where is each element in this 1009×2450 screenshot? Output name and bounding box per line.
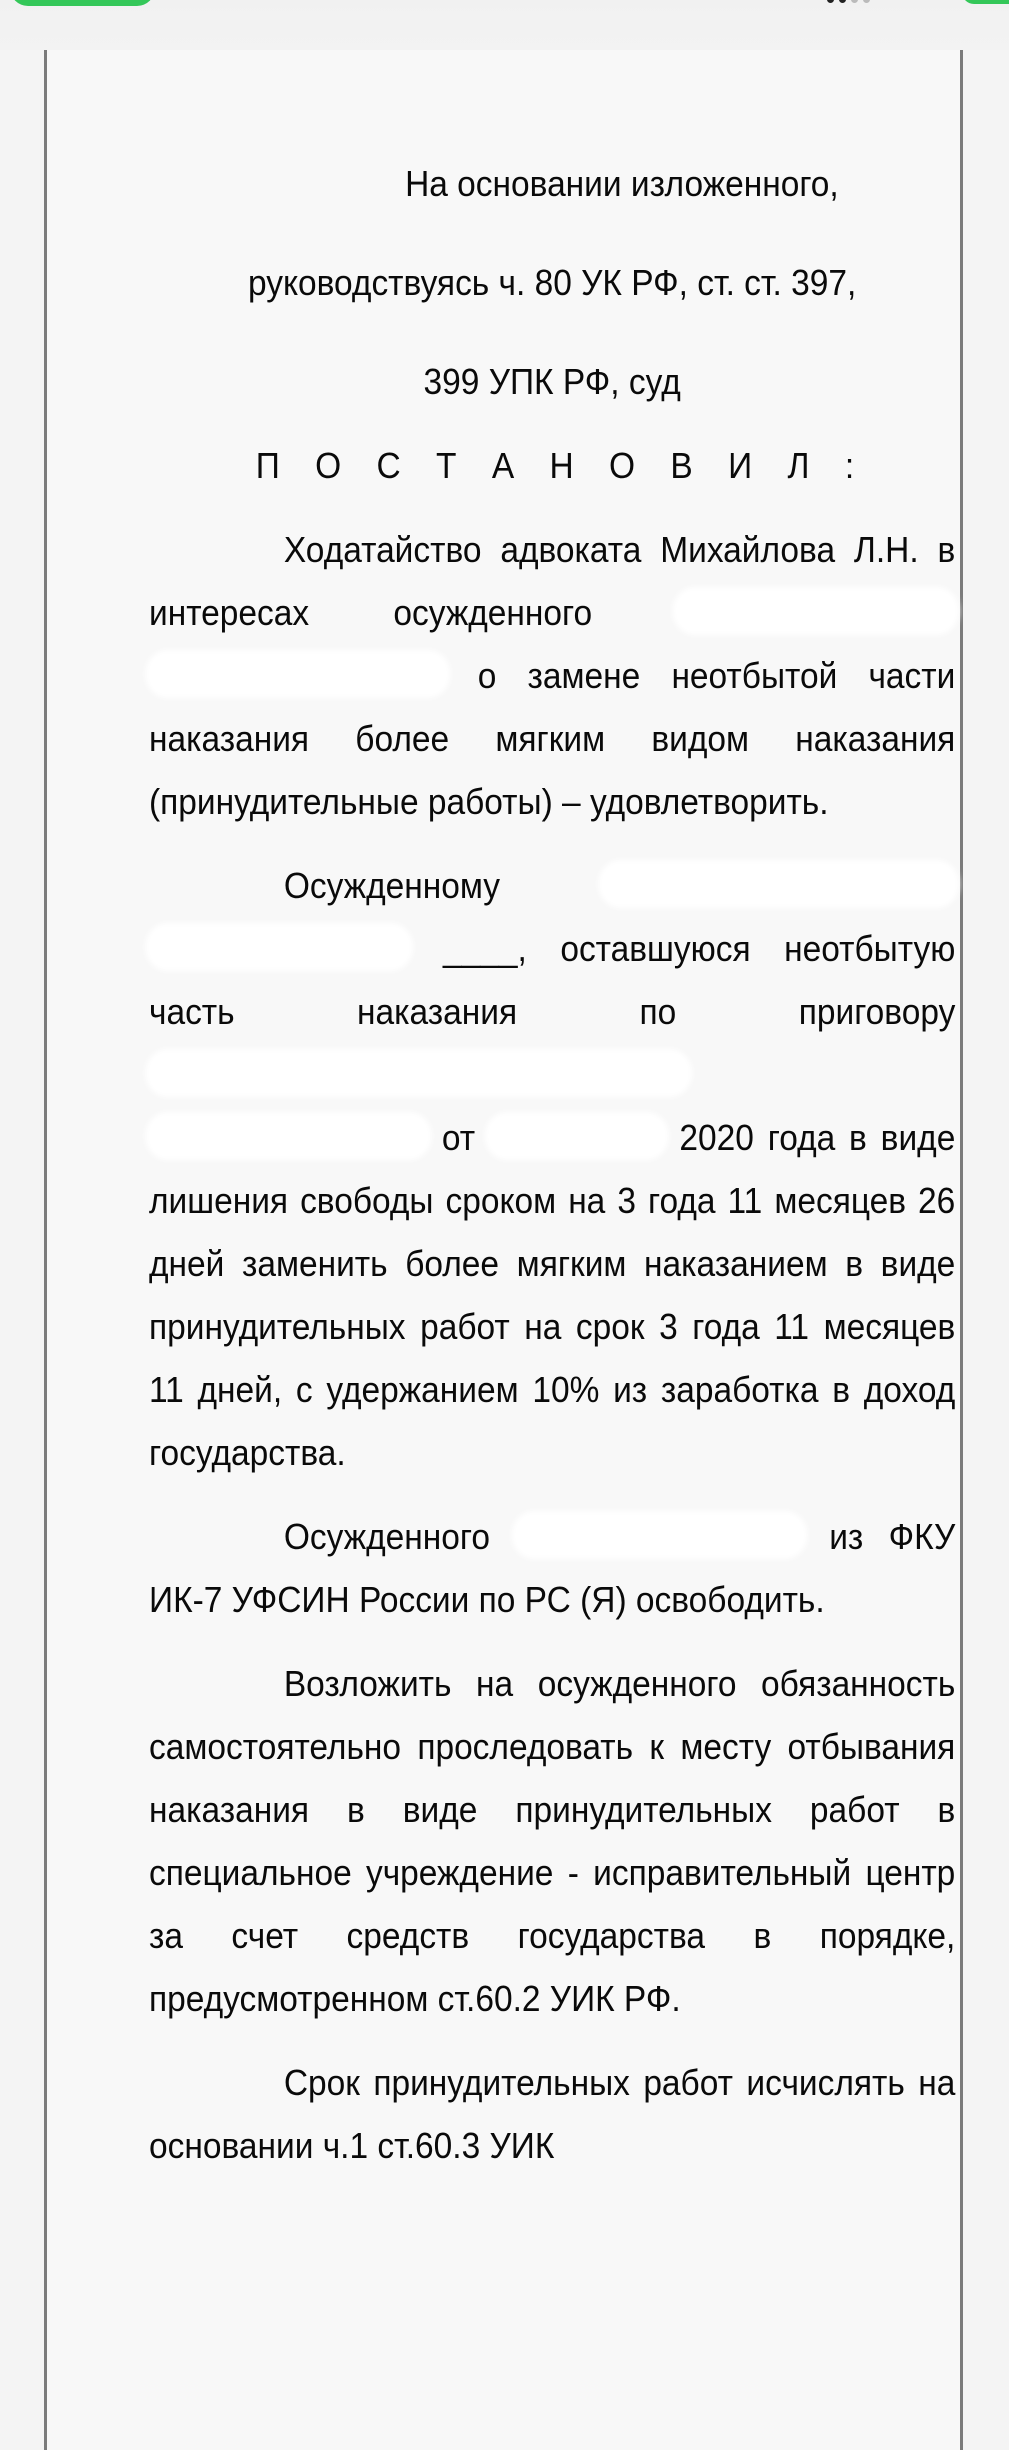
intro-line-1: На основании изложенного, — [405, 163, 839, 204]
redaction-block — [149, 654, 447, 694]
paragraph-text: 2020 года в виде лишения свободы сроком на 3 года 11 месяцев 26 дней заменить более мягким наказанием в виде принудительных работ на срок 3 года 11 месяцев 11 дней, с удержанием 10% из заработка в доход государства. — [149, 1117, 956, 1473]
paragraph-text: оставшуюся неотбытую часть наказания по приговору — [149, 928, 956, 1032]
paragraph-text: из ФКУ ИК-7 УФСИН России по РС (Я) освободить. — [149, 1516, 956, 1620]
redaction-block — [149, 1053, 688, 1093]
paragraph-petition — [149, 518, 955, 833]
redaction-block — [489, 1116, 666, 1156]
blank-field: ____, — [442, 928, 527, 969]
signal-icon — [827, 0, 870, 2]
document-page — [44, 50, 963, 2450]
paragraph-text: Ходатайство адвоката Михайлова Л.Н. в интересах осужденного — [149, 529, 956, 633]
status-bar — [0, 0, 1009, 50]
paragraph-obligation: Возложить на осужденного обязанность самостоятельно проследовать к месту отбывания наказания в виде принудительных работ в специальное учреждение - исправительный центр за счет средств государства в порядке, предусмотренном ст.60.2 УИК РФ. — [149, 1663, 956, 2019]
paragraph-text: от — [441, 1117, 476, 1158]
call-indicator-pill[interactable] — [10, 0, 155, 6]
paragraph-term: Срок принудительных работ исчислять на основании ч.1 ст.60.3 УИК — [149, 2062, 956, 2166]
redaction-block — [149, 1116, 428, 1156]
paragraph-release — [149, 1505, 955, 1631]
redaction-block — [676, 591, 955, 631]
redaction-block — [149, 927, 409, 967]
intro-line-2: руководствуясь ч. 80 УК РФ, ст. ст. 397, — [247, 262, 857, 303]
document-body — [149, 116, 955, 2198]
redaction-block — [515, 1515, 803, 1555]
intro-line-3: 399 УПК РФ, суд — [423, 361, 681, 402]
paragraph-text: Осужденному — [283, 865, 501, 906]
redaction-block — [602, 864, 955, 904]
paragraph-text: о замене неотбытой части наказания более мягким видом наказания (принудительные работы) – удовлетворить. — [149, 655, 956, 822]
decree-heading: П О С Т А Н О В И Л : — [255, 445, 868, 486]
battery-icon — [962, 0, 1009, 4]
paragraph-replacement — [149, 854, 955, 1484]
paragraph-text: Осужденного — [283, 1516, 491, 1557]
